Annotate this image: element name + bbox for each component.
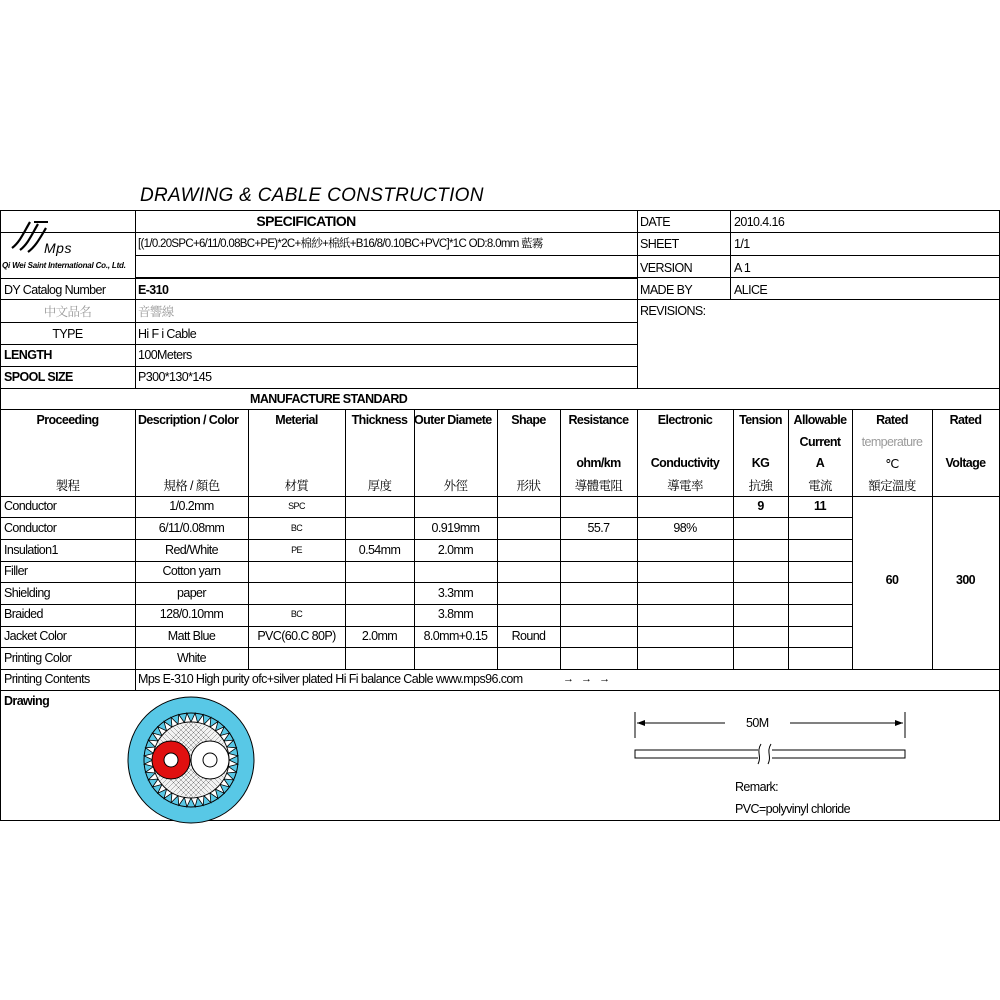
row-1-conductivity: 98% xyxy=(673,521,697,535)
row-2-material: PE xyxy=(291,545,302,555)
cn-name-value: 音響線 xyxy=(138,305,174,319)
header-tension-unit: KG xyxy=(751,456,770,470)
version-value: A 1 xyxy=(734,261,751,275)
header-electronic-sub: Conductivity xyxy=(650,456,720,470)
catalog-value: E-310 xyxy=(138,283,169,297)
header-proceeding-cn: 製程 xyxy=(55,479,80,493)
header-rated-volt: Rated xyxy=(949,413,982,427)
spool-value: P300*130*145 xyxy=(138,370,212,384)
length-label: LENGTH xyxy=(4,348,52,362)
header-resistance: Resistance xyxy=(568,413,629,427)
header-resistance-unit: ohm/km xyxy=(576,456,621,470)
row-0-desc: 1/0.2mm xyxy=(169,499,214,513)
row-0-proceeding: Conductor xyxy=(4,499,57,513)
header-material: Meterial xyxy=(275,413,318,427)
header-electronic-cn: 導電率 xyxy=(667,479,703,493)
spec-heading: SPECIFICATION xyxy=(256,213,356,229)
header-rated-volt-sub: Voltage xyxy=(945,456,986,470)
row-6-material: PVC(60.C 80P) xyxy=(257,629,336,643)
revisions-label: REVISIONS: xyxy=(640,304,706,318)
header-outer: Outer Diamete xyxy=(414,413,492,427)
printing-label: Printing Contents xyxy=(4,672,90,686)
row-5-outer: 3.8mm xyxy=(437,607,474,621)
row-4-proceeding: Shielding xyxy=(4,586,51,600)
sheet-value: 1/1 xyxy=(734,237,750,251)
header-shape: Shape xyxy=(511,413,546,427)
header-desc: Description / Color xyxy=(138,413,239,427)
row-6-desc: Matt Blue xyxy=(167,629,216,643)
header-rated-temp-cn: 額定溫度 xyxy=(868,479,916,493)
header-rated-temp-unit: ℃ xyxy=(885,457,899,471)
row-4-outer: 3.3mm xyxy=(437,586,474,600)
header-proceeding: Proceeding xyxy=(36,413,99,427)
header-resistance-cn: 導體電阻 xyxy=(574,479,623,493)
made-by-value: ALICE xyxy=(734,283,768,297)
row-6-thickness: 2.0mm xyxy=(361,629,398,643)
spec-sheet xyxy=(0,210,1000,821)
header-thickness-cn: 厚度 xyxy=(367,479,392,493)
header-outer-cn: 外徑 xyxy=(443,479,468,493)
company-logo xyxy=(2,214,134,276)
red-conductor xyxy=(164,753,178,767)
rated-temp-value: 60 xyxy=(885,573,899,587)
row-6-proceeding: Jacket Color xyxy=(4,629,67,643)
row-5-material: BC xyxy=(290,609,303,619)
row-3-desc: Cotton yarn xyxy=(162,564,221,578)
row-2-desc: Red/White xyxy=(165,543,218,557)
row-1-proceeding: Conductor xyxy=(4,521,57,535)
cn-name-label: 中文品名 xyxy=(43,305,92,319)
header-tension-cn: 抗強 xyxy=(748,479,773,493)
row-1-resistance: 55.7 xyxy=(587,521,610,535)
spool-label: SPOOL SIZE xyxy=(4,370,73,384)
header-allowable-cn: 電流 xyxy=(808,479,832,493)
row-4-desc: paper xyxy=(177,586,206,600)
row-0-material: SPC xyxy=(288,501,305,511)
row-6-outer: 8.0mm+0.15 xyxy=(423,629,488,643)
catalog-label: DY Catalog Number xyxy=(4,283,106,297)
row-3-proceeding: Filler xyxy=(4,564,28,578)
row-5-proceeding: Braided xyxy=(4,607,43,621)
length-dimension-label: 50M xyxy=(746,716,769,730)
spec-text: [(1/0.20SPC+6/11/0.08BC+PE)*2C+棉紗+棉紙+B16/8/0.10BC+PVC]*1C OD:8.0mm 藍霧 xyxy=(138,238,543,250)
row-5-desc: 128/0.10mm xyxy=(159,607,224,621)
header-allowable-unit: A xyxy=(815,456,825,470)
header-electronic: Electronic xyxy=(657,413,713,427)
row-2-outer: 2.0mm xyxy=(437,543,474,557)
header-material-cn: 材質 xyxy=(284,479,309,493)
row-2-proceeding: Insulation1 xyxy=(4,543,58,557)
row-7-proceeding: Printing Color xyxy=(4,651,72,665)
header-allowable: Allowable xyxy=(793,413,847,427)
length-diagram xyxy=(625,710,915,770)
header-current: Current xyxy=(799,435,841,449)
row-1-desc: 6/11/0.08mm xyxy=(158,521,225,535)
date-label: DATE xyxy=(640,215,671,229)
type-value: Hi F i Cable xyxy=(138,327,197,341)
remark-text: PVC=polyvinyl chloride xyxy=(735,802,850,816)
standard-heading: MANUFACTURE STANDARD xyxy=(250,392,408,406)
header-rated-temp: Rated xyxy=(876,413,908,427)
version-label: VERSION xyxy=(640,261,693,275)
row-0-current: 11 xyxy=(813,499,826,513)
cable-cross-section xyxy=(126,695,256,825)
length-value: 100Meters xyxy=(138,348,192,362)
row-1-outer: 0.919mm xyxy=(431,521,480,535)
header-shape-cn: 形狀 xyxy=(516,479,541,493)
header-desc-cn: 規格 / 顏色 xyxy=(163,479,220,493)
row-2-thickness: 0.54mm xyxy=(358,543,401,557)
row-0-tension: 9 xyxy=(757,499,764,513)
logo-company: Qi Wei Saint International Co., Ltd. xyxy=(2,261,126,270)
type-label: TYPE xyxy=(52,327,83,341)
row-6-shape: Round xyxy=(511,629,546,643)
printing-arrows: → → → xyxy=(563,673,613,685)
rated-volt-value: 300 xyxy=(955,573,976,587)
row-7-desc: White xyxy=(177,651,206,665)
sheet-label: SHEET xyxy=(640,237,679,251)
printing-value: Mps E-310 High purity ofc+silver plated Hi Fi balance Cable www.mps96.com xyxy=(138,672,523,686)
header-rated-temp-sub: temperature xyxy=(861,435,923,449)
made-by-label: MADE BY xyxy=(640,283,693,297)
header-thickness: Thickness xyxy=(351,413,408,427)
header-tension: Tension xyxy=(739,413,782,427)
white-conductor xyxy=(203,753,217,767)
drawing-label: Drawing xyxy=(4,694,50,708)
date-value: 2010.4.16 xyxy=(734,215,785,229)
logo-brand: Mps xyxy=(44,240,72,256)
remark-label: Remark: xyxy=(735,780,779,794)
document-title: DRAWING & CABLE CONSTRUCTION xyxy=(140,185,484,206)
row-1-material: BC xyxy=(290,523,303,533)
